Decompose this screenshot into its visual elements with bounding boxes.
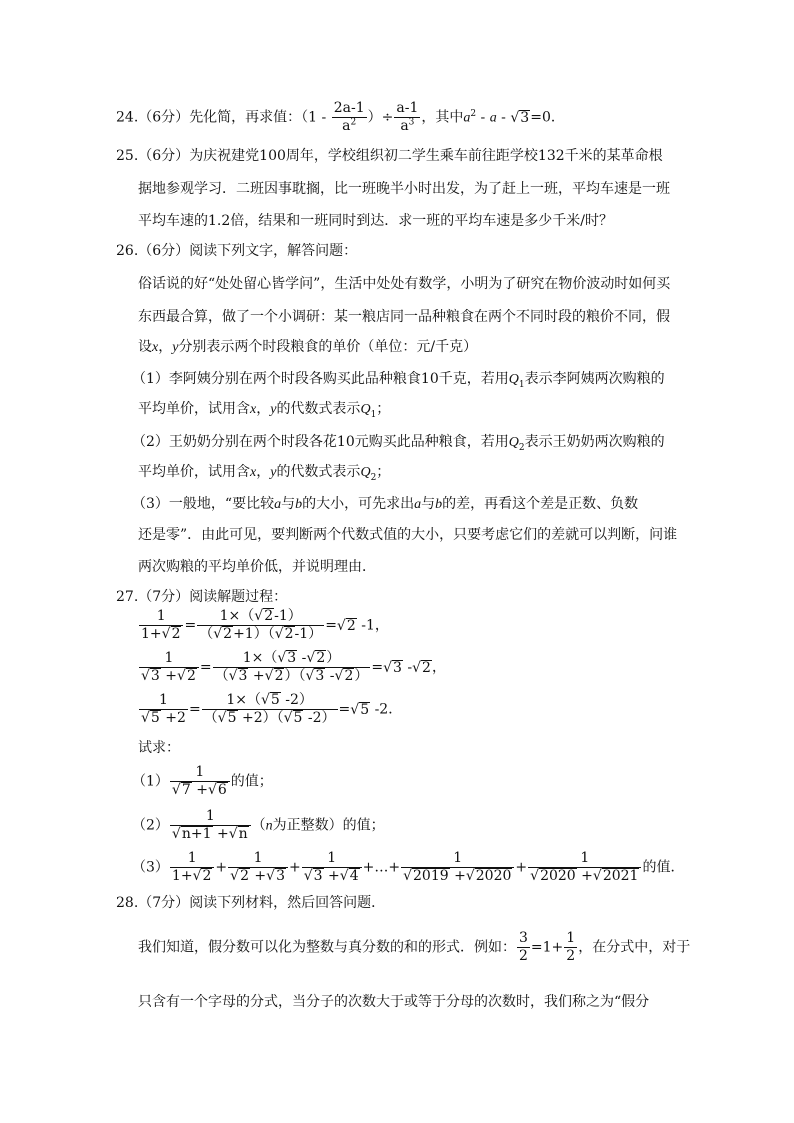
text: 1×（ — [219, 608, 255, 624]
q26-p2: 东西最合算，做了一个小调研：某一粮店同一品种粮食在两个不同时段的粮价不同，假 — [138, 309, 670, 325]
sqrt: √2 — [192, 868, 212, 884]
text: 的值． — [642, 859, 685, 876]
sqrt: √2 — [213, 626, 233, 642]
q27-part-2 — [132, 808, 385, 843]
radicand: 3 — [238, 668, 248, 684]
q27-example-3 — [138, 692, 402, 727]
denominator — [213, 668, 371, 685]
numerator: 1 — [139, 692, 188, 710]
text: ； — [376, 401, 391, 417]
denominator — [332, 118, 367, 135]
text: 设 — [138, 339, 152, 355]
var: b — [295, 497, 303, 512]
q-text: 先化简，再求值：（1 - — [189, 109, 331, 126]
radicand: n — [238, 826, 248, 842]
radicand: 3 — [150, 668, 160, 684]
text: =1+ — [530, 939, 564, 956]
text: 1×（ — [226, 692, 261, 708]
var: b — [435, 497, 443, 512]
radicand: 3 — [313, 868, 323, 884]
var: Q — [508, 435, 519, 450]
op: - — [325, 668, 335, 684]
q26-p1: 俗话说的好“处处留心皆学问”，生活中处处有数学，小明为了研究在物价波动时如何买 — [138, 276, 671, 292]
denominator — [228, 868, 288, 885]
sqrt: √2 — [254, 608, 274, 624]
op: - — [476, 109, 490, 126]
exponent: 2 — [470, 108, 477, 119]
var: Q — [360, 402, 371, 417]
sqrt: √2 — [274, 626, 294, 642]
sqrt: √2 — [336, 617, 356, 634]
fraction — [564, 930, 577, 965]
equals: = — [199, 659, 212, 676]
radicand: n+1 — [181, 826, 212, 842]
numerator: 1 — [170, 764, 230, 782]
op: +…+ — [362, 859, 401, 876]
radicand: 2 — [171, 626, 181, 642]
sqrt: √2 — [334, 668, 354, 684]
q-score: （6分） — [138, 243, 190, 259]
question-28 — [116, 893, 385, 913]
text: 的值； — [230, 773, 273, 790]
equals: = — [184, 617, 197, 634]
sqrt: √4 — [339, 868, 359, 884]
sqrt: √n — [228, 826, 248, 842]
equals: = — [188, 701, 201, 718]
sqrt: √2021 — [592, 868, 639, 884]
sqrt: √5 — [141, 710, 160, 726]
numerator: 1 — [566, 930, 576, 946]
text: 与 — [421, 496, 436, 512]
radicand: 2 — [274, 668, 284, 684]
text: ） — [326, 650, 341, 666]
sqrt: √3 — [305, 668, 325, 684]
fraction — [394, 100, 420, 135]
denominator — [139, 626, 183, 643]
q-score: （6分） — [138, 148, 190, 164]
var: y — [270, 465, 277, 480]
numerator — [213, 650, 371, 668]
sqrt: √2 — [264, 668, 284, 684]
text: 1×（ — [242, 650, 278, 666]
radicand: 2 — [186, 668, 196, 684]
radicand: 2 — [316, 650, 326, 666]
text: 表示李阿姨两次购粮的 — [524, 371, 665, 387]
text: （1）李阿姨分别在两个时段各购买此品种粮食10千克，若用 — [132, 371, 509, 387]
denominator — [139, 668, 199, 685]
sqrt: √3 — [383, 659, 402, 676]
fraction — [213, 650, 371, 685]
numerator: 1 — [170, 850, 214, 868]
radicand: 6 — [217, 782, 227, 798]
q-number: 25. — [116, 148, 139, 164]
sqrt: √3 — [228, 668, 248, 684]
op: + — [576, 868, 593, 884]
radicand: 2019 — [413, 868, 449, 884]
q26-s3 — [132, 494, 638, 515]
radicand: 2 — [223, 626, 233, 642]
den-base: a — [342, 118, 351, 134]
sqrt: √2020 — [530, 868, 576, 884]
denominator — [528, 868, 641, 885]
radicand: 2 — [346, 617, 356, 634]
q-number: 28. — [116, 895, 139, 911]
question-25 — [116, 146, 663, 166]
radicand: 3 — [276, 868, 286, 884]
q-text: 阅读下列文字，解答问题： — [189, 243, 358, 259]
op: + — [249, 868, 267, 884]
text: 的差，再看这个差是正数、负数 — [442, 496, 639, 512]
radicand: 5 — [293, 710, 303, 726]
radicand: 2 — [264, 608, 274, 624]
denominator — [302, 868, 362, 885]
sqrt: √2019 — [403, 868, 449, 884]
denominator — [170, 826, 251, 843]
radicand: 2020 — [540, 868, 576, 884]
op: + — [449, 868, 466, 884]
var: Q — [508, 372, 519, 387]
text: （2） — [132, 817, 169, 834]
numerator — [197, 608, 324, 626]
q26-s1-cont — [138, 399, 390, 420]
question-27 — [116, 587, 287, 607]
fraction — [332, 100, 367, 135]
text: 的代数式表示 — [276, 401, 361, 417]
fraction — [139, 650, 199, 685]
q-score: （7分） — [138, 895, 190, 911]
text: 平均单价，试用含 — [138, 401, 250, 417]
op: + — [191, 782, 208, 798]
radicand: 2 — [284, 626, 294, 642]
var: x — [152, 340, 159, 355]
denominator — [197, 626, 324, 643]
sqrt: √5 — [283, 710, 303, 726]
text: ，在分式中，对于 — [578, 939, 691, 956]
op: + — [289, 859, 301, 876]
radicand: 2021 — [602, 868, 639, 884]
radicand: 3 — [287, 650, 297, 666]
radicand: 5 — [150, 710, 160, 726]
fraction — [170, 808, 251, 843]
op: + — [215, 859, 228, 876]
denominator: 2 — [519, 948, 528, 964]
equals: = — [338, 701, 351, 718]
sqrt: √5 — [260, 692, 280, 708]
text: （3） — [132, 859, 169, 876]
op: + — [160, 668, 178, 684]
fraction — [528, 850, 641, 885]
text: （2）王奶奶分别在两个时段各花10元购买此品种粮食，若用 — [132, 434, 509, 450]
text: ； — [376, 464, 391, 480]
text: ， — [256, 464, 271, 480]
sqrt: √5 — [350, 701, 370, 718]
numerator — [202, 692, 338, 710]
exponent: 3 — [408, 117, 415, 128]
exponent: 2 — [350, 117, 357, 128]
var: a — [414, 497, 422, 512]
fraction — [139, 692, 188, 727]
text: （ — [203, 710, 218, 726]
q-text: ）÷ — [367, 109, 394, 126]
q26-s2-cont — [138, 462, 390, 483]
text: （ — [251, 817, 266, 834]
op: + — [212, 826, 229, 842]
q28-line1 — [138, 930, 690, 965]
radicand: 2 — [422, 659, 431, 676]
var: n — [265, 818, 273, 834]
fraction — [139, 608, 183, 643]
text: +2 — [160, 710, 186, 726]
radicand: 5 — [227, 710, 237, 726]
numerator: 1 — [401, 850, 514, 868]
sqrt: √2 — [161, 626, 181, 642]
q-text: ，其中 — [421, 109, 464, 126]
subscript: 2 — [518, 442, 525, 453]
den-base: a — [400, 118, 409, 134]
q-number: 26. — [116, 243, 139, 259]
op: + — [515, 859, 528, 876]
sqrt: √3 — [510, 109, 530, 126]
q26-s1 — [132, 369, 665, 390]
numerator: 1 — [302, 850, 362, 868]
denominator — [394, 118, 420, 135]
denominator — [139, 710, 188, 727]
subscript: 1 — [518, 379, 525, 390]
numerator: 1 — [139, 608, 183, 626]
q26-s3-g: 两次购粮的平均单价低，并说明理由． — [138, 559, 376, 575]
numerator: 1 — [528, 850, 641, 868]
text: ， — [431, 659, 446, 676]
numerator: 1 — [139, 650, 199, 668]
text: -1） — [294, 626, 323, 642]
radicand: 7 — [181, 782, 191, 798]
sqrt: √3 — [266, 868, 286, 884]
sqrt: √3 — [141, 668, 160, 684]
equals: = — [371, 659, 384, 676]
q26-p3 — [138, 337, 477, 358]
var: a — [463, 110, 471, 126]
q27-part-3 — [132, 850, 684, 885]
text: +2）（ — [237, 710, 284, 726]
var: y — [270, 402, 277, 417]
sqrt: √6 — [207, 782, 227, 798]
denominator — [170, 782, 230, 799]
text: +1）（ — [233, 626, 275, 642]
op: - — [496, 109, 511, 126]
text: ， — [256, 401, 271, 417]
question-24 — [116, 100, 565, 135]
sqrt: √3 — [303, 868, 323, 884]
text: 1+ — [141, 626, 162, 642]
radicand: 5 — [270, 692, 280, 708]
text: （1） — [132, 773, 169, 790]
q-number: 27. — [116, 589, 139, 605]
var: a — [489, 110, 497, 126]
var: y — [172, 340, 179, 355]
text: ） — [354, 668, 369, 684]
q-number: 24. — [116, 109, 139, 126]
denominator — [170, 868, 214, 885]
numerator: 1 — [170, 808, 251, 826]
var: Q — [360, 465, 371, 480]
radicand: 3 — [315, 668, 325, 684]
sqrt: √2020 — [465, 868, 512, 884]
numerator: 1 — [228, 850, 288, 868]
q28-line2: 只含有一个字母的分式，当分子的次数大于或等于分母的次数时，我们称之为“假分 — [138, 994, 650, 1010]
sqrt: √2 — [306, 650, 326, 666]
denominator: 2 — [566, 948, 576, 964]
fraction — [197, 608, 324, 643]
text: ）（ — [284, 668, 306, 684]
fraction — [170, 850, 214, 885]
text: 为正整数）的值； — [272, 817, 385, 834]
text: 我们知道，假分数可以化为整数与真分数的和的形式．例如： — [138, 939, 516, 956]
denominator — [401, 868, 514, 885]
text: 表示王奶奶两次购粮的 — [524, 434, 665, 450]
q26-s2 — [132, 432, 665, 453]
q25-line2: 据地参观学习．二班因事耽搁，比一班晚半小时出发，为了赶上一班，平均车速是一班 — [138, 181, 670, 197]
q-text: =0． — [530, 109, 565, 126]
radicand: 3 — [520, 109, 530, 126]
q-score: （6分） — [138, 109, 190, 126]
radicand: 3 — [393, 659, 402, 676]
numerator: a-1 — [396, 100, 419, 116]
sqrt: √7 — [171, 782, 191, 798]
text: -2） — [280, 692, 313, 708]
numerator: 2a-1 — [333, 100, 365, 116]
denominator — [202, 710, 338, 727]
op: + — [323, 868, 340, 884]
radicand: 2 — [344, 668, 354, 684]
text: 1+ — [171, 868, 193, 884]
text: 平均单价，试用含 — [138, 464, 250, 480]
text: （ — [214, 668, 229, 684]
subscript: 2 — [370, 472, 377, 483]
radicand: 2 — [240, 868, 249, 884]
q-text: 阅读解题过程： — [189, 589, 288, 605]
q27-example-2 — [138, 650, 446, 685]
question-26 — [116, 241, 357, 261]
sqrt: √5 — [217, 710, 237, 726]
sqrt: √2 — [412, 659, 431, 676]
fraction — [401, 850, 514, 885]
text: -1） — [274, 608, 302, 624]
radicand: 2 — [202, 868, 212, 884]
q27-try: 试求： — [138, 740, 180, 756]
text: ， — [158, 339, 173, 355]
var: x — [250, 465, 257, 480]
q-score: （7分） — [138, 589, 190, 605]
radicand: 5 — [360, 701, 370, 718]
fraction — [517, 930, 530, 965]
fraction — [170, 764, 230, 799]
op: - — [402, 659, 413, 676]
sqrt: √2 — [177, 668, 196, 684]
text: -2． — [370, 701, 403, 718]
equals: = — [325, 617, 337, 634]
var: x — [250, 402, 257, 417]
sqrt: √n+1 — [171, 826, 212, 842]
subscript: 1 — [370, 409, 377, 420]
text: 与 — [281, 496, 296, 512]
q27-example-1 — [138, 608, 389, 643]
text: 的代数式表示 — [276, 464, 361, 480]
q25-line3: 平均车速的1.2倍，结果和一班同时到达．求一班的平均车速是多少千米/时？ — [138, 213, 613, 229]
op: + — [248, 668, 265, 684]
q27-part-1 — [132, 764, 273, 799]
text: 的大小，可先求出 — [302, 496, 415, 512]
q-text: 为庆祝建党100周年，学校组织初二学生乘车前往距学校132千米的某革命根 — [189, 148, 663, 164]
q26-s3-f: 还是零”．由此可见，要判断两个代数式值的大小，只要考虑它们的差就可以判断，问谁 — [138, 527, 678, 543]
text: -2） — [303, 710, 336, 726]
sqrt: √3 — [277, 650, 297, 666]
fraction — [228, 850, 288, 885]
q-text: 阅读下列材料，然后回答问题． — [189, 895, 386, 911]
op: - — [297, 650, 307, 666]
text: -1， — [356, 617, 389, 634]
text: （3）一般地，“要比较 — [132, 496, 275, 512]
radicand: 2020 — [475, 868, 512, 884]
fraction — [202, 692, 338, 727]
numerator: 3 — [519, 930, 528, 946]
radicand: 4 — [349, 868, 359, 884]
fraction — [302, 850, 362, 885]
text: （ — [199, 626, 214, 642]
sqrt: √2 — [230, 868, 249, 884]
text: 分别表示两个时段粮食的单价（单位：元/千克） — [178, 339, 478, 355]
var: a — [274, 497, 282, 512]
